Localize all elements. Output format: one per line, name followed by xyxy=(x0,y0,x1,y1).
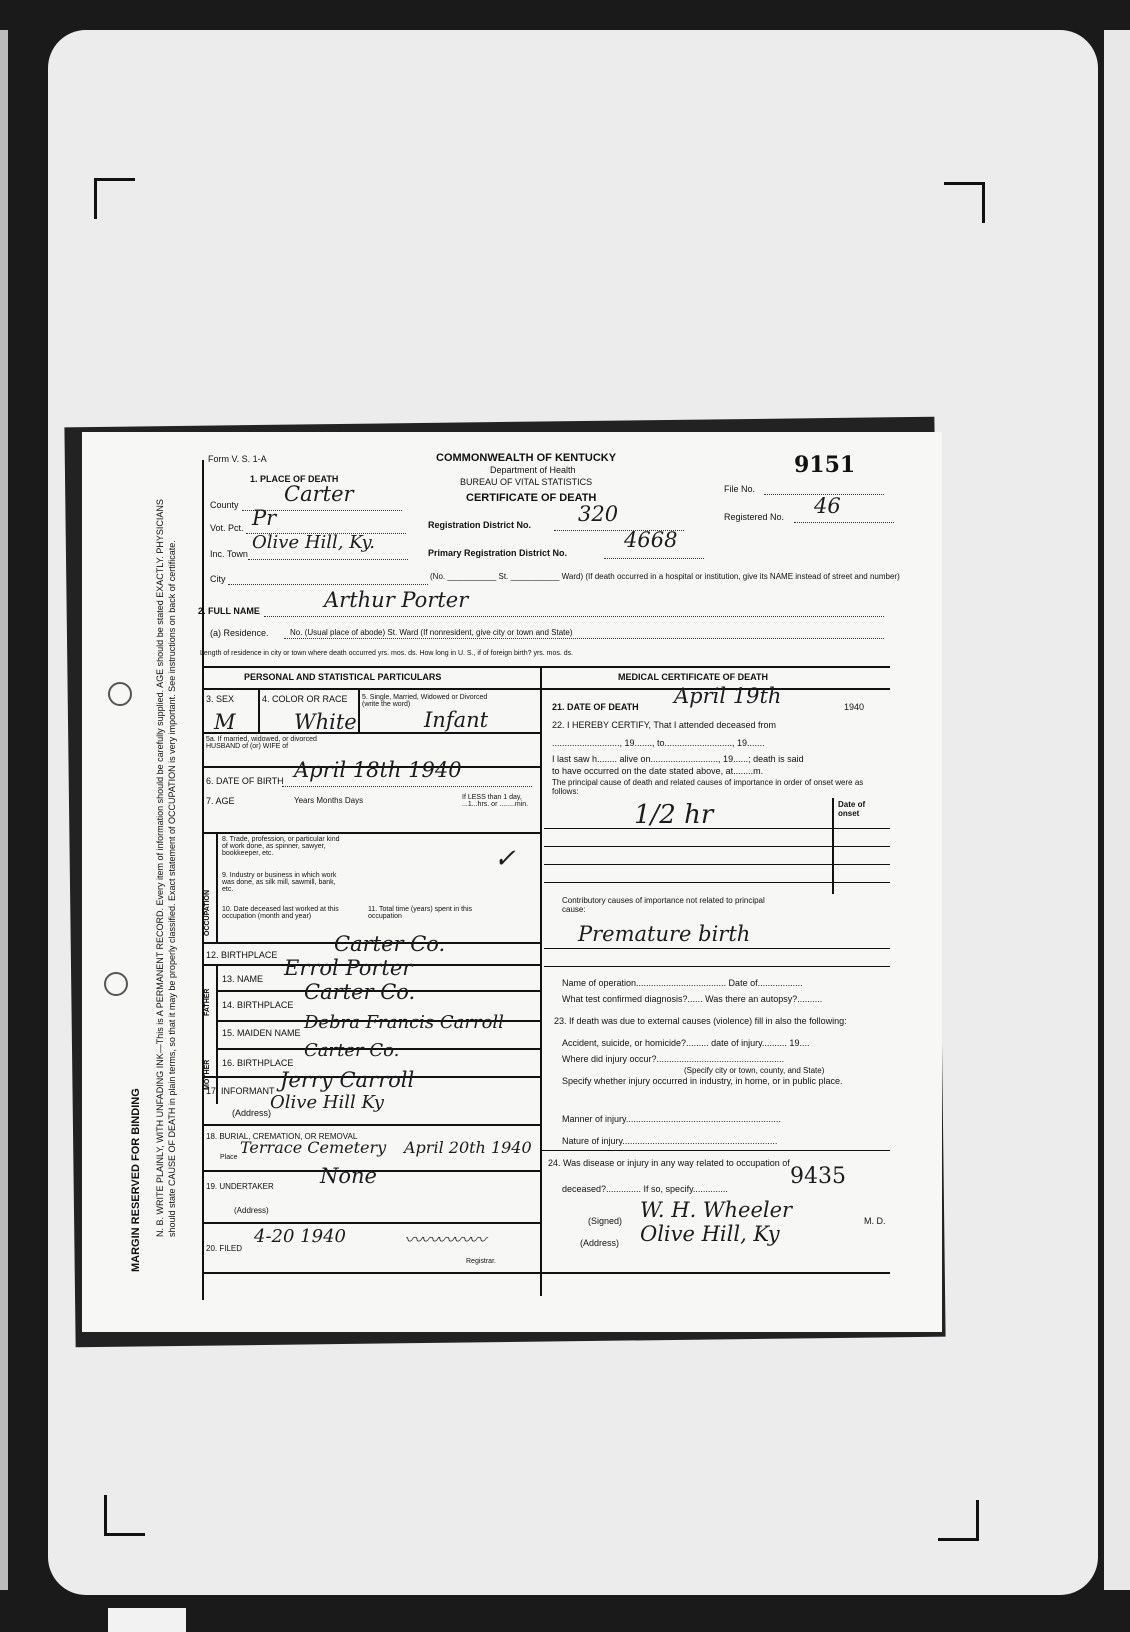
father-name-value: Errol Porter xyxy=(284,956,413,980)
registration-district-label: Registration District No. xyxy=(428,520,532,530)
contributory-value: Premature birth xyxy=(578,922,751,946)
bureau-name: BUREAU OF VITAL STATISTICS xyxy=(460,477,593,487)
occupation-total-time: 11. Total time (years) spent in this occupation xyxy=(368,906,473,920)
undertaker-label: 19. UNDERTAKER xyxy=(206,1182,274,1191)
residence-note: No. (Usual place of abode) St. Ward (If nonresident, give city or town and State) xyxy=(290,628,573,637)
nature-line: Nature of injury.............................................................. xyxy=(562,1136,778,1146)
filed-value: 4-20 1940 xyxy=(254,1226,346,1247)
sex-label: 3. SEX xyxy=(206,694,235,704)
residence-label: (a) Residence. xyxy=(210,628,269,638)
alive-line: I last saw h........ alive on..........................., 19......; death is said xyxy=(552,754,804,764)
registered-no-label: Registered No. xyxy=(724,512,785,522)
registrar-signature: 〰〰〰〰〰 xyxy=(404,1230,484,1251)
occupation-side-label: OCCUPATION xyxy=(204,889,211,936)
death-year: 1940 xyxy=(844,702,865,712)
father-side-label: FATHER xyxy=(204,988,211,1016)
crop-mark-bottom-right xyxy=(938,1500,979,1541)
full-name-label: 2. FULL NAME xyxy=(198,606,260,616)
age-columns: Years Months Days xyxy=(294,796,364,805)
informant-address-label: (Address) xyxy=(232,1108,272,1118)
md-label: M. D. xyxy=(864,1216,886,1226)
marital-value: Infant xyxy=(424,708,489,732)
place-of-death-heading: 1. PLACE OF DEATH xyxy=(250,474,339,484)
registration-district: 320 xyxy=(578,502,619,526)
filed-label: 20. FILED xyxy=(206,1244,243,1253)
operation-line: Name of operation.................................... Date of.................. xyxy=(562,978,803,988)
punch-hole xyxy=(104,972,128,996)
commonwealth-title: COMMONWEALTH OF KENTUCKY xyxy=(436,452,617,464)
occupation-date: 10. Date deceased last worked at this occupation (month and year) xyxy=(222,906,339,920)
marital-label: 5. Single, Married, Widowed or Divorced (write the word) xyxy=(362,694,488,708)
crop-mark-top-left xyxy=(94,178,135,219)
signed-label: (Signed) xyxy=(588,1216,623,1226)
primary-district: 4668 xyxy=(624,528,678,552)
film-tab xyxy=(108,1608,186,1632)
vot-pct-value: Pr xyxy=(252,506,277,530)
registrar-label: Registrar. xyxy=(466,1258,496,1265)
mother-maiden-name-label: 15. MAIDEN NAME xyxy=(222,1028,301,1038)
burial-place-label: Place xyxy=(220,1154,238,1161)
vot-pct-label: Vot. Pct. xyxy=(210,523,244,533)
specify-city-note: (Specify city or town, county, and State) xyxy=(684,1066,825,1075)
county-value: Carter xyxy=(284,482,354,506)
city-label: City xyxy=(210,574,226,584)
length-of-residence: Length of residence in city or town where death occurred yrs. mos. ds. How long in U. S., if of foreign birth? yrs. mos. ds. xyxy=(200,650,574,657)
burial-place-value: Terrace Cemetery xyxy=(240,1138,387,1157)
diagnosis-line: What test confirmed diagnosis?...... Was there an autopsy?.......... xyxy=(562,994,823,1004)
binding-margin-label: MARGIN RESERVED FOR BINDING xyxy=(130,1088,142,1272)
certificate-number: 9151 xyxy=(794,452,856,478)
inc-town-value: Olive Hill, Ky. xyxy=(252,532,376,553)
external-causes-line: 23. If death was due to external causes (violence) fill in also the following: xyxy=(554,1016,847,1026)
mother-maiden-name-value: Debra Francis Carroll xyxy=(304,1012,504,1033)
dob-label: 6. DATE OF BIRTH xyxy=(206,776,284,786)
certificate-title: CERTIFICATE OF DEATH xyxy=(466,492,597,504)
father-name-label: 13. NAME xyxy=(222,974,264,984)
mother-birthplace-label: 16. BIRTHPLACE xyxy=(222,1058,294,1068)
sex-value: M xyxy=(214,710,236,734)
dob-value: April 18th 1940 xyxy=(294,758,462,782)
age-label: 7. AGE xyxy=(206,796,235,806)
informant-value: Jerry Carroll xyxy=(280,1068,415,1092)
birthplace-label: 12. BIRTHPLACE xyxy=(206,950,278,960)
county-label: County xyxy=(210,500,239,510)
registered-no: 46 xyxy=(814,494,841,518)
adjacent-frame-left xyxy=(0,30,8,1590)
injury-where-line: Where did injury occur?................................................... xyxy=(562,1054,785,1064)
undertaker-address-label: (Address) xyxy=(234,1206,269,1215)
deceased-line: deceased?.............. If so, specify.............. xyxy=(562,1184,728,1194)
check-mark: ✓ xyxy=(494,844,516,874)
attended-line: ..........................., 19......., to..........................., 19....... xyxy=(552,738,765,748)
street-note: (No. ___________ St. ___________ Ward) (If death occurred in a hospital or institution, give its NAME instead of street and number) xyxy=(430,572,900,581)
manner-line: Manner of injury.............................................................. xyxy=(562,1114,781,1124)
occupation-related-question: 24. Was disease or injury in any way related to occupation of xyxy=(548,1158,790,1168)
principal-cause-text: The principal cause of death and related causes of importance in order of onset were as follows: xyxy=(552,778,864,796)
date-of-death-value: April 19th xyxy=(674,684,782,708)
full-name-value: Arthur Porter xyxy=(324,588,469,612)
certify-text: 22. I HEREBY CERTIFY, That I attended deceased from xyxy=(552,720,776,730)
burial-date-value: April 20th 1940 xyxy=(404,1138,532,1157)
adjacent-frame-right xyxy=(1104,30,1130,1590)
department-name: Department of Health xyxy=(490,465,576,475)
physician-signature: W. H. Wheeler xyxy=(640,1198,793,1222)
age-less-than-day: If LESS than 1 day, ...1...hrs. or ........min. xyxy=(462,794,529,808)
physician-address-label: (Address) xyxy=(580,1238,620,1248)
spouse-label: 5a. If married, widowed, or divorced HUSBAND of (or) WIFE of xyxy=(206,736,317,750)
date-of-onset-label: Date of onset xyxy=(838,800,866,818)
father-birthplace-label: 14. BIRTHPLACE xyxy=(222,1000,294,1010)
accident-line: Accident, suicide, or homicide?......... date of injury.......... 19.... xyxy=(562,1038,810,1048)
burial-label: 18. BURIAL, CREMATION, OR REMOVAL xyxy=(206,1132,358,1141)
informant-label: 17. INFORMANT xyxy=(206,1086,275,1096)
cause-value: 1/2 hr xyxy=(634,800,714,830)
stamp-number: 9435 xyxy=(790,1164,846,1189)
father-birthplace-value: Carter Co. xyxy=(304,980,416,1004)
certificate-form xyxy=(198,452,922,1300)
contributory-label: Contributory causes of importance not related to principal cause: xyxy=(562,896,765,914)
primary-district-label: Primary Registration District No. xyxy=(428,548,568,558)
crop-mark-bottom-left xyxy=(104,1495,145,1536)
file-no-label: File No. xyxy=(724,484,756,494)
color-label: 4. COLOR OR RACE xyxy=(262,694,348,704)
physician-address-value: Olive Hill, Ky xyxy=(640,1222,780,1246)
punch-hole xyxy=(108,682,132,706)
color-value: White xyxy=(294,710,357,734)
undertaker-value: None xyxy=(320,1164,377,1188)
mother-side-label: MOTHER xyxy=(204,1059,211,1090)
date-of-death-label: 21. DATE OF DEATH xyxy=(552,702,639,712)
birthplace-value: Carter Co. xyxy=(334,932,446,956)
medical-heading: MEDICAL CERTIFICATE OF DEATH xyxy=(618,672,768,682)
crop-mark-top-right xyxy=(944,182,985,223)
form-number: Form V. S. 1-A xyxy=(208,454,267,464)
occupation-trade: 8. Trade, profession, or particular kind of work done, as spinner, sawyer, bookkeeper, etc. xyxy=(222,836,340,857)
occurred-line: to have occurred on the date stated above, at........m. xyxy=(552,766,764,776)
informant-address-value: Olive Hill Ky xyxy=(270,1092,384,1113)
mother-birthplace-value: Carter Co. xyxy=(304,1040,400,1061)
occupation-industry: 9. Industry or business in which work was done, as silk mill, sawmill, bank, etc. xyxy=(222,872,337,893)
specify-whether-line: Specify whether injury occurred in industry, in home, or in public place. xyxy=(562,1076,843,1086)
personal-heading: PERSONAL AND STATISTICAL PARTICULARS xyxy=(244,672,442,682)
inc-town-label: Inc. Town xyxy=(210,549,248,559)
instructions-text: N. B. WRITE PLAINLY, WITH UNFADING INK—This is A PERMANENT RECORD. Every item of information should be carefully supplied. AGE should be stated EXACTLY. PHYSICIANS should state CAUSE OF DEATH in plain terms, so that it may be properly classified. Exact statement of OCCUPATION is very important. See instructions on back of certificate. xyxy=(155,499,177,1237)
